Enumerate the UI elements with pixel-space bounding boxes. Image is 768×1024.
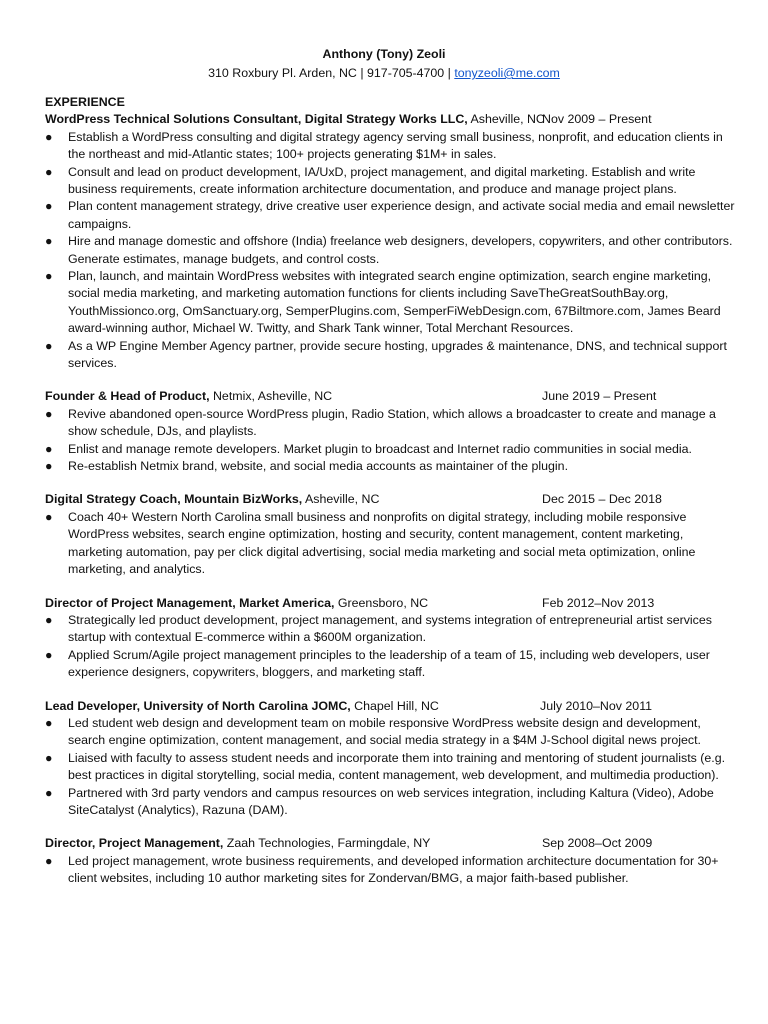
job-header <box>45 111 735 128</box>
bullet-icon: ● <box>45 129 53 144</box>
bullet-item: ● Strategically led product development, project management, and systems integration of entrepreneurial artist services startup with contextual E-commerce within a $600M organization. <box>45 612 712 645</box>
job-entry <box>45 111 735 372</box>
bullet-item: ● Enlist and manage remote developers. Market plugin to broadcast and Internet radio communities in social media. <box>45 441 735 458</box>
bullet-icon: ● <box>45 647 53 662</box>
job-bullets <box>45 612 735 682</box>
bullet-item: ● Liaised with faculty to assess student needs and incorporate them into training and mentoring of student journalists (e.g. best practices in digital storytelling, social media, content management, web development, and multimedia production). <box>45 750 726 783</box>
job-location: Asheville, NC <box>305 492 380 507</box>
bullet-item: ● Plan content management strategy, drive creative user experience design, and activate social media and email newsletter campaigns. <box>45 199 735 231</box>
bullet-icon: ● <box>45 338 53 353</box>
bullet-item: ● Partnered with 3rd party vendors and campus resources on web services integration, including Kaltura (Video), Adobe SiteCatalyst (Analytics), Razuna (DAM). <box>45 785 714 817</box>
bullet-icon: ● <box>45 509 53 524</box>
bullet-icon: ● <box>45 785 53 800</box>
job-bullets <box>45 406 735 476</box>
job-dates: Sep 2008–Oct 2009 <box>542 836 653 851</box>
job-header <box>45 388 735 405</box>
job-role: WordPress Technical Solutions Consultant, Digital Strategy Works LLC, <box>45 112 468 127</box>
bullet-item: ● Hire and manage domestic and offshore (India) freelance web designers, developers, copywriters, and other contributors. Generate estimates, manage budgets, and control costs. <box>45 234 733 266</box>
bullet-item: ● Plan, launch, and maintain WordPress websites with integrated search engine optimization, search engine marketing, social media marketing, and marketing automation functions for clients including SaveTheGreatSouthBay.org, YouthMissionco.org, OmSanctuary.org, SemperPlugins.com, SemperFiWebDesign.com, 67Biltmore.com, James Beard award-winning author, Michael W. Twitty, and Shark Tank winner, Total Merchant Resources. <box>45 269 721 336</box>
job-dates: July 2010–Nov 2011 <box>540 698 653 713</box>
bullet-item: ● Establish a WordPress consulting and digital strategy agency serving small business, nonprofit, and education clients in the northeast and mid-Atlantic states; 100+ projects generating $1M+ in sales. <box>45 129 723 162</box>
bullet-icon: ● <box>45 750 53 765</box>
job-dates: Feb 2012–Nov 2013 <box>542 595 655 610</box>
bullet-icon: ● <box>45 853 53 868</box>
bullet-item: ● Re-establish Netmix brand, website, and social media accounts as maintainer of the plugin. <box>45 458 735 475</box>
job-header <box>45 698 735 715</box>
bullet-icon: ● <box>45 441 53 456</box>
job-location: Greensboro, NC <box>337 595 429 610</box>
job-entry <box>45 595 735 682</box>
section-title-experience: EXPERIENCE <box>45 95 125 109</box>
resume-body <box>45 94 735 888</box>
job-bullets <box>45 853 735 888</box>
job-role: Director of Project Management, Market America, <box>45 595 335 610</box>
job-bullets <box>45 715 735 819</box>
bullet-icon: ● <box>45 234 53 249</box>
bullet-icon: ● <box>45 164 53 179</box>
job-entry <box>45 491 735 578</box>
phone: 917-705-4700 <box>367 66 445 80</box>
bullet-item: ● As a WP Engine Member Agency partner, provide secure hosting, upgrades & maintenance, DNS, and technical support services. <box>45 338 727 371</box>
job-location: Chapel Hill, NC <box>354 698 439 713</box>
bullet-icon: ● <box>45 612 53 627</box>
job-role: Digital Strategy Coach, Mountain BizWorks, <box>45 492 303 507</box>
job-dates: June 2019 – Present <box>542 389 657 404</box>
separator: | <box>360 66 364 80</box>
bullet-item: ● Led project management, wrote business requirements, and developed information architecture documentation for 30+ client websites, including 10 author marketing sites for Zondervan/BMG, a major faith-based publisher. <box>45 853 719 886</box>
job-header <box>45 491 735 508</box>
job-dates: Dec 2015 – Dec 2018 <box>542 492 662 507</box>
job-header <box>45 835 735 852</box>
job-bullets <box>45 129 735 373</box>
bullet-item: ● Led student web design and development team on mobile responsive WordPress website design and development, search engine optimization, content management, and social media strategy in a $4M J-School digital news project. <box>45 715 701 748</box>
bullet-item: ● Consult and lead on product development, IA/UxD, project management, and digital marketing. Establish and write business requirements, create information architecture documentation, and produce and manage project plans. <box>45 164 696 196</box>
job-bullets <box>45 509 735 579</box>
contact-line <box>0 64 768 83</box>
job-role: Director, Project Management, <box>45 836 224 851</box>
job-entry <box>45 388 735 475</box>
resume-header <box>0 45 768 83</box>
separator: | <box>447 66 451 80</box>
bullet-icon: ● <box>45 715 53 730</box>
bullet-item: ● Coach 40+ Western North Carolina small business and nonprofits on digital strategy, including mobile responsive WordPress websites, search engine optimization, hosting and security, content management, content marketing, marketing automation, pay per click digital advertising, social media marketing and social meta optimization, online marketing, and analytics. <box>45 509 696 577</box>
job-header <box>45 595 735 612</box>
bullet-icon: ● <box>45 406 53 421</box>
job-role: Lead Developer, University of North Carolina JOMC, <box>45 698 351 713</box>
job-location: Netmix, Asheville, NC <box>212 389 333 404</box>
job-role: Founder & Head of Product, <box>45 389 210 404</box>
candidate-name: Anthony (Tony) Zeoli <box>322 47 446 61</box>
job-entry <box>45 835 735 887</box>
bullet-icon: ● <box>45 269 53 284</box>
bullet-icon: ● <box>45 459 53 474</box>
job-entry <box>45 698 735 820</box>
job-dates: Nov 2009 – Present <box>542 112 652 127</box>
bullet-icon: ● <box>45 199 53 214</box>
job-location: Asheville, NC <box>470 112 545 127</box>
email-link[interactable]: tonyzeoli@me.com <box>454 66 560 80</box>
address: 310 Roxbury Pl. Arden, NC <box>208 66 357 80</box>
bullet-item: ● Revive abandoned open-source WordPress plugin, Radio Station, which allows a broadcaster to create and manage a show schedule, DJs, and playlists. <box>45 406 716 439</box>
bullet-item: ● Applied Scrum/Agile project management principles to the leadership of a team of 15, including web developers, user experience designers, copywriters, bloggers, and marketing staff. <box>45 647 710 680</box>
job-location: Zaah Technologies, Farmingdale, NY <box>226 836 431 851</box>
